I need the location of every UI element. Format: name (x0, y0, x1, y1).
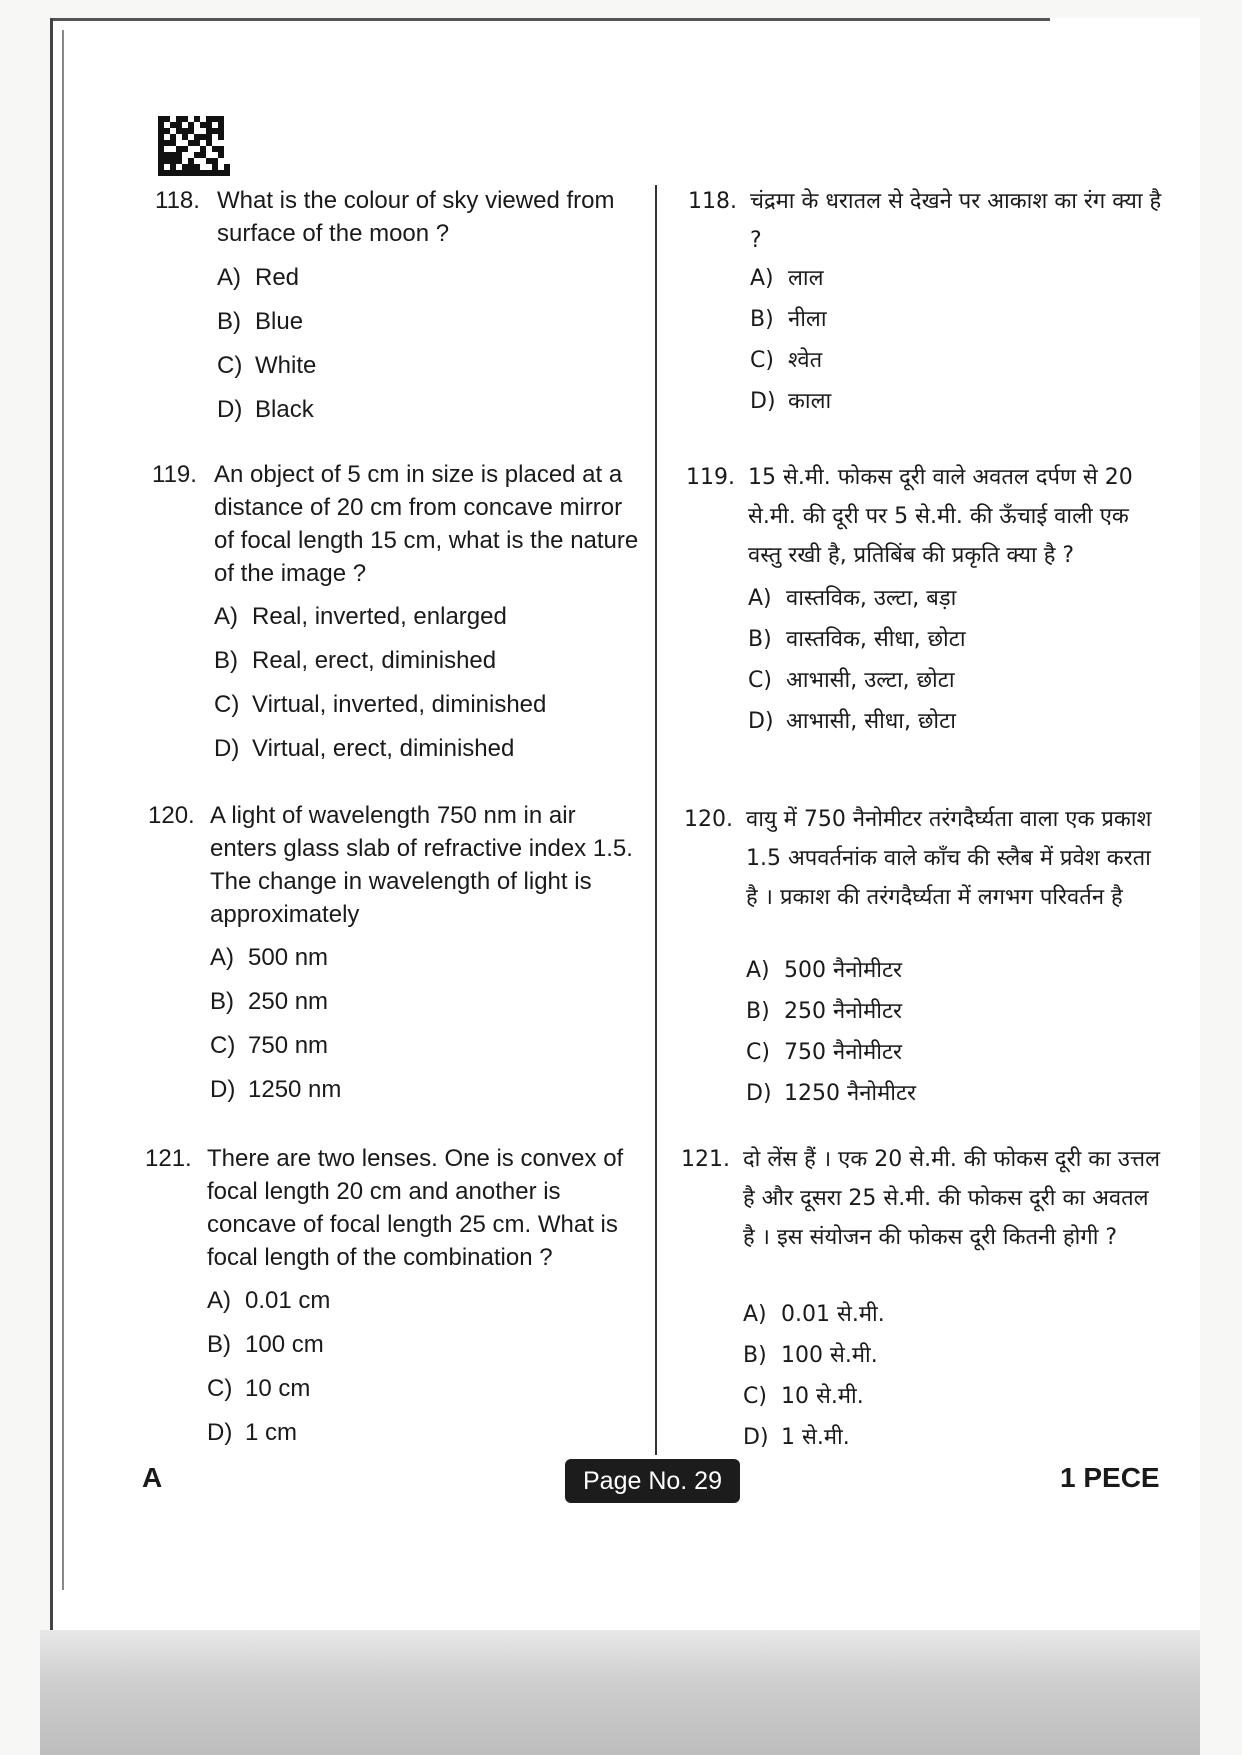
qr-code-icon (158, 115, 230, 177)
option-list (746, 950, 916, 1114)
question-number: 118. (688, 189, 737, 214)
option-d: D) Virtual, erect, diminished (214, 735, 515, 762)
option-a: A) 0.01 cm (207, 1287, 331, 1314)
sheet-inner-left-border (62, 30, 64, 1590)
option-d: D) Black (217, 396, 314, 423)
scan-shadow (40, 1630, 1200, 1755)
option-list (743, 1294, 885, 1458)
question-number: 119. (152, 461, 197, 488)
option-b: B) Blue (217, 308, 304, 335)
option-d: D) 1 से.मी. (743, 1425, 850, 1450)
option-c: C) White (217, 352, 317, 379)
question-number: 120. (684, 807, 733, 832)
option-a: A) 500 नैनोमीटर (746, 958, 903, 983)
question-number: 121. (145, 1145, 192, 1172)
option-c: C) 750 nm (210, 1032, 329, 1059)
option-b: B) 250 nm (210, 988, 329, 1015)
column-divider (655, 185, 657, 1455)
question-number: 120. (148, 802, 195, 829)
option-c: C) Virtual, inverted, diminished (214, 691, 547, 718)
option-list (210, 936, 341, 1112)
question-text: दो लेंस हैं । एक 20 से.मी. की फोकस दूरी का उत्तल है और दूसरा 25 से.मी. की फोकस दूरी का अवतल है । इस संयोजन की फोकस दूरी कितनी होगी ? (743, 1147, 1161, 1250)
question-text: चंद्रमा के धरातल से देखने पर आकाश का रंग क्या है ? (750, 189, 1162, 253)
option-a: A) वास्तविक, उल्टा, बड़ा (748, 586, 957, 611)
option-c: C) 10 cm (207, 1375, 311, 1402)
option-list (214, 595, 546, 771)
question-text: 15 से.मी. फोकस दूरी वाले अवतल दर्पण से 20 से.मी. की दूरी पर 5 से.मी. की ऊँचाई वाली एक वस्तु रखी है, प्रतिबिंब की प्रकृति क्या है ? (748, 465, 1133, 568)
option-a: A) 0.01 से.मी. (743, 1302, 885, 1327)
series-label: A (142, 1462, 163, 1493)
option-c: C) आभासी, उल्टा, छोटा (748, 668, 955, 693)
option-d: D) 1 cm (207, 1419, 298, 1446)
sheet-left-border (50, 18, 53, 1638)
question-number: 121. (681, 1147, 730, 1172)
option-b: B) वास्तविक, सीधा, छोटा (748, 627, 966, 652)
option-b: B) 100 cm (207, 1331, 324, 1358)
option-a: A) लाल (750, 266, 824, 291)
page-number-badge: Page No. 29 (565, 1459, 740, 1503)
question-text: वायु में 750 नैनोमीटर तरंगदैर्घ्यता वाला एक प्रकाश 1.5 अपवर्तनांक वाले काँच की स्लैब में प्रवेश करता है । प्रकाश की तरंगदैर्घ्यता में लगभग परिवर्तन है (746, 807, 1152, 910)
option-d: D) 1250 nm (210, 1076, 342, 1103)
option-d: D) आभासी, सीधा, छोटा (748, 709, 956, 734)
question-number: 118. (155, 187, 200, 214)
question-text: A light of wavelength 750 nm in air enters glass slab of refractive index 1.5. The change in wavelength of light is approximately (210, 802, 633, 928)
option-b: B) 100 से.मी. (743, 1343, 878, 1368)
option-a: A) 500 nm (210, 944, 329, 971)
question-text: An object of 5 cm in size is placed at a distance of 20 cm from concave mirror of focal length 15 cm, what is the nature of the image ? (214, 461, 639, 587)
question-number: 119. (686, 465, 735, 490)
option-d: D) काला (750, 389, 832, 414)
option-b: B) Real, erect, diminished (214, 647, 497, 674)
option-list (750, 258, 831, 422)
paper-code: 1 PECE (1060, 1462, 1160, 1493)
sheet-top-border (50, 18, 1050, 21)
option-list (217, 256, 316, 432)
option-c: C) 750 नैनोमीटर (746, 1040, 903, 1065)
option-list (207, 1279, 330, 1455)
option-a: A) Red (217, 264, 300, 291)
question-text: There are two lenses. One is convex of focal length 20 cm and another is concave of focal length 25 cm. What is focal length of the combination ? (207, 1145, 624, 1271)
option-b: B) नीला (750, 307, 827, 332)
option-d: D) 1250 नैनोमीटर (746, 1081, 917, 1106)
option-list (748, 578, 966, 742)
option-a: A) Real, inverted, enlarged (214, 603, 507, 630)
option-c: C) 10 से.मी. (743, 1384, 864, 1409)
question-text: What is the colour of sky viewed from surface of the moon ? (217, 187, 615, 247)
option-b: B) 250 नैनोमीटर (746, 999, 903, 1024)
option-c: C) श्वेत (750, 348, 823, 373)
